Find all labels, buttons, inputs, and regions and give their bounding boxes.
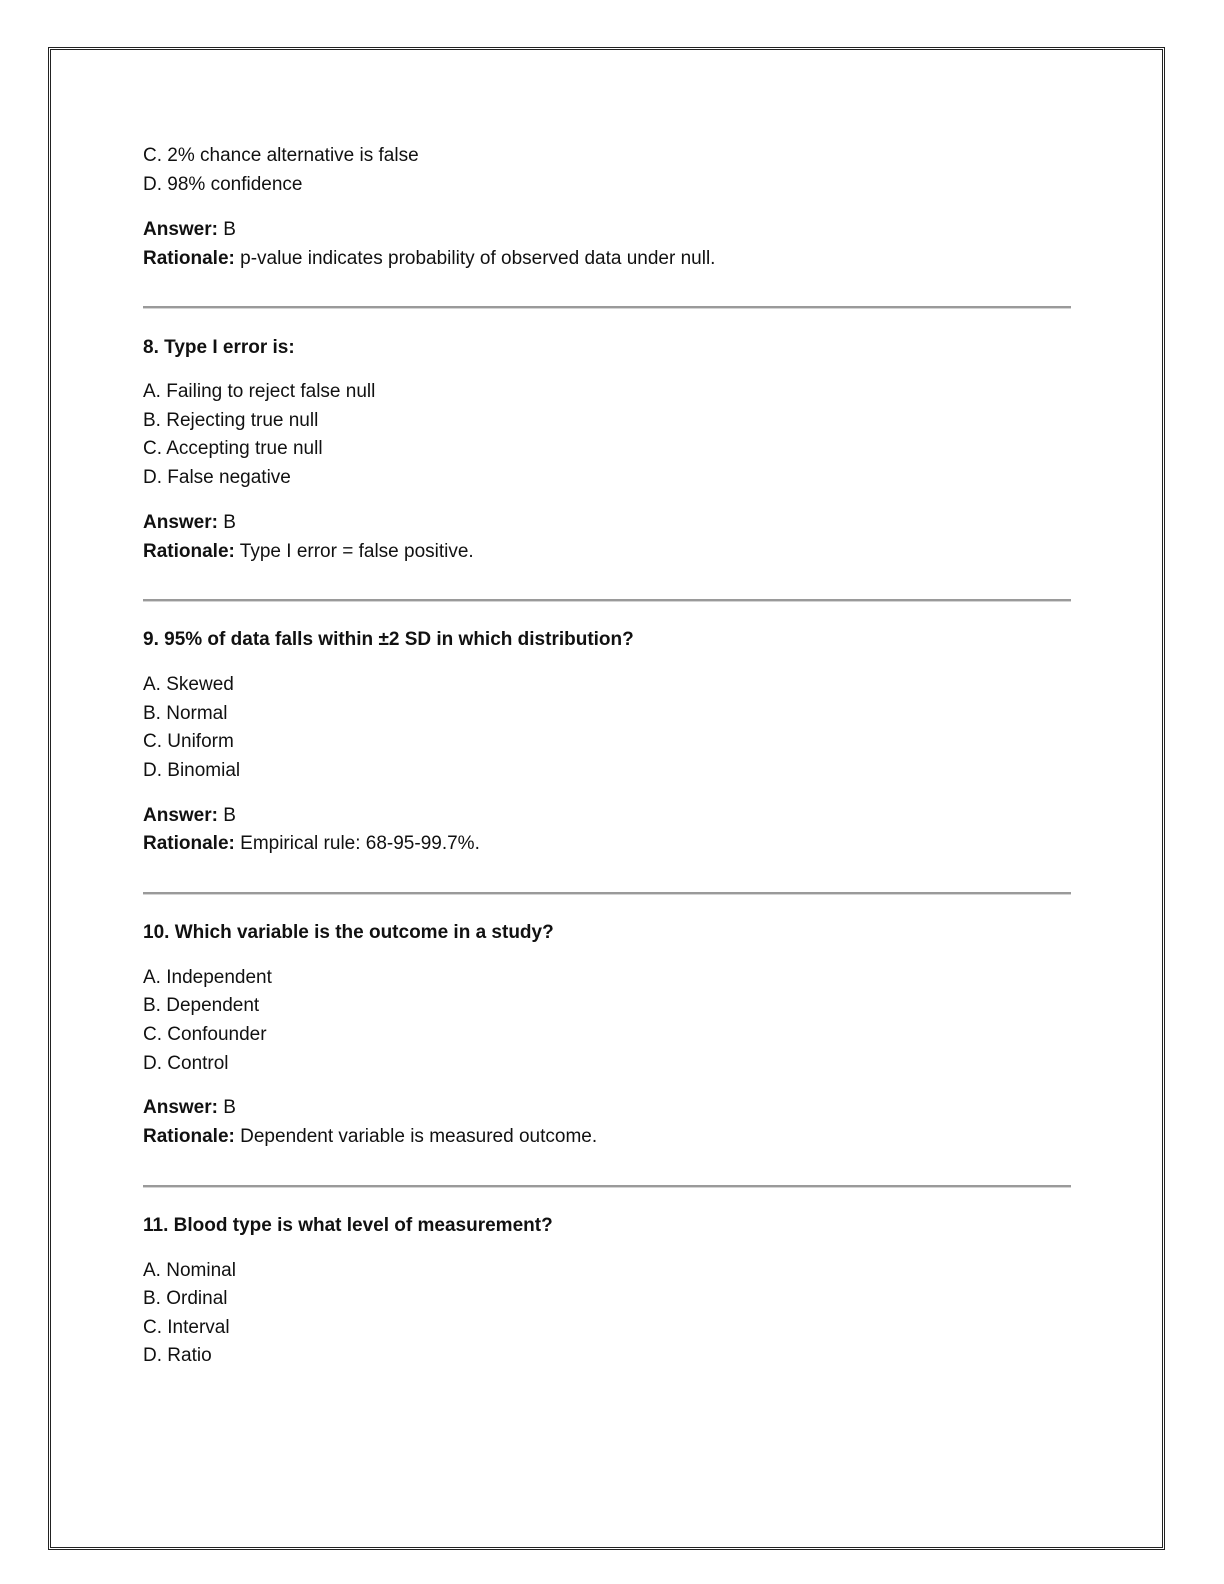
option-d: D. Binomial bbox=[143, 760, 241, 781]
rationale-line bbox=[143, 541, 474, 563]
option-b: B. Dependent bbox=[143, 995, 260, 1016]
answer-label: Answer: bbox=[143, 1097, 218, 1118]
option-c: C. Confounder bbox=[143, 1024, 267, 1045]
answer-value: B bbox=[223, 805, 236, 826]
option-b: B. Ordinal bbox=[143, 1288, 228, 1309]
option-d: D. Ratio bbox=[143, 1345, 212, 1366]
answer-line bbox=[143, 805, 236, 827]
option-d: D. 98% confidence bbox=[143, 174, 303, 195]
rationale-line bbox=[143, 833, 480, 855]
answer-value: B bbox=[223, 512, 236, 533]
option-a: A. Independent bbox=[143, 967, 272, 988]
rationale-label: Rationale: bbox=[143, 833, 235, 854]
answer-value: B bbox=[223, 1097, 236, 1118]
answer-label: Answer: bbox=[143, 512, 218, 533]
option-d: D. False negative bbox=[143, 467, 291, 488]
rationale-label: Rationale: bbox=[143, 541, 235, 562]
rationale-text: Empirical rule: 68-95-99.7%. bbox=[240, 833, 480, 854]
option-c: C. 2% chance alternative is false bbox=[143, 145, 419, 166]
option-d: D. Control bbox=[143, 1053, 229, 1074]
answer-label: Answer: bbox=[143, 805, 218, 826]
option-a: A. Failing to reject false null bbox=[143, 381, 376, 402]
rationale-line bbox=[143, 1126, 597, 1148]
answer-line bbox=[143, 219, 236, 241]
question-heading: 10. Which variable is the outcome in a study? bbox=[143, 922, 554, 943]
option-b: B. Normal bbox=[143, 703, 228, 724]
rationale-text: Type I error = false positive. bbox=[239, 541, 474, 562]
divider bbox=[143, 599, 1071, 602]
option-a: A. Nominal bbox=[143, 1260, 236, 1281]
rationale-line bbox=[143, 248, 715, 270]
option-a: A. Skewed bbox=[143, 674, 234, 695]
option-c: C. Accepting true null bbox=[143, 438, 323, 459]
question-heading: 8. Type I error is: bbox=[143, 337, 295, 358]
option-b: B. Rejecting true null bbox=[143, 410, 319, 431]
divider bbox=[143, 1185, 1071, 1188]
answer-value: B bbox=[223, 219, 236, 240]
answer-line bbox=[143, 512, 236, 534]
option-c: C. Interval bbox=[143, 1317, 230, 1338]
rationale-label: Rationale: bbox=[143, 248, 235, 269]
rationale-label: Rationale: bbox=[143, 1126, 235, 1147]
rationale-text: p-value indicates probability of observed data under null. bbox=[240, 248, 716, 269]
rationale-text: Dependent variable is measured outcome. bbox=[240, 1126, 598, 1147]
question-heading: 11. Blood type is what level of measurement? bbox=[143, 1215, 553, 1236]
divider bbox=[143, 892, 1071, 895]
question-heading: 9. 95% of data falls within ±2 SD in which distribution? bbox=[143, 629, 634, 650]
option-c: C. Uniform bbox=[143, 731, 234, 752]
divider bbox=[143, 306, 1071, 309]
answer-label: Answer: bbox=[143, 219, 218, 240]
answer-line bbox=[143, 1097, 236, 1119]
